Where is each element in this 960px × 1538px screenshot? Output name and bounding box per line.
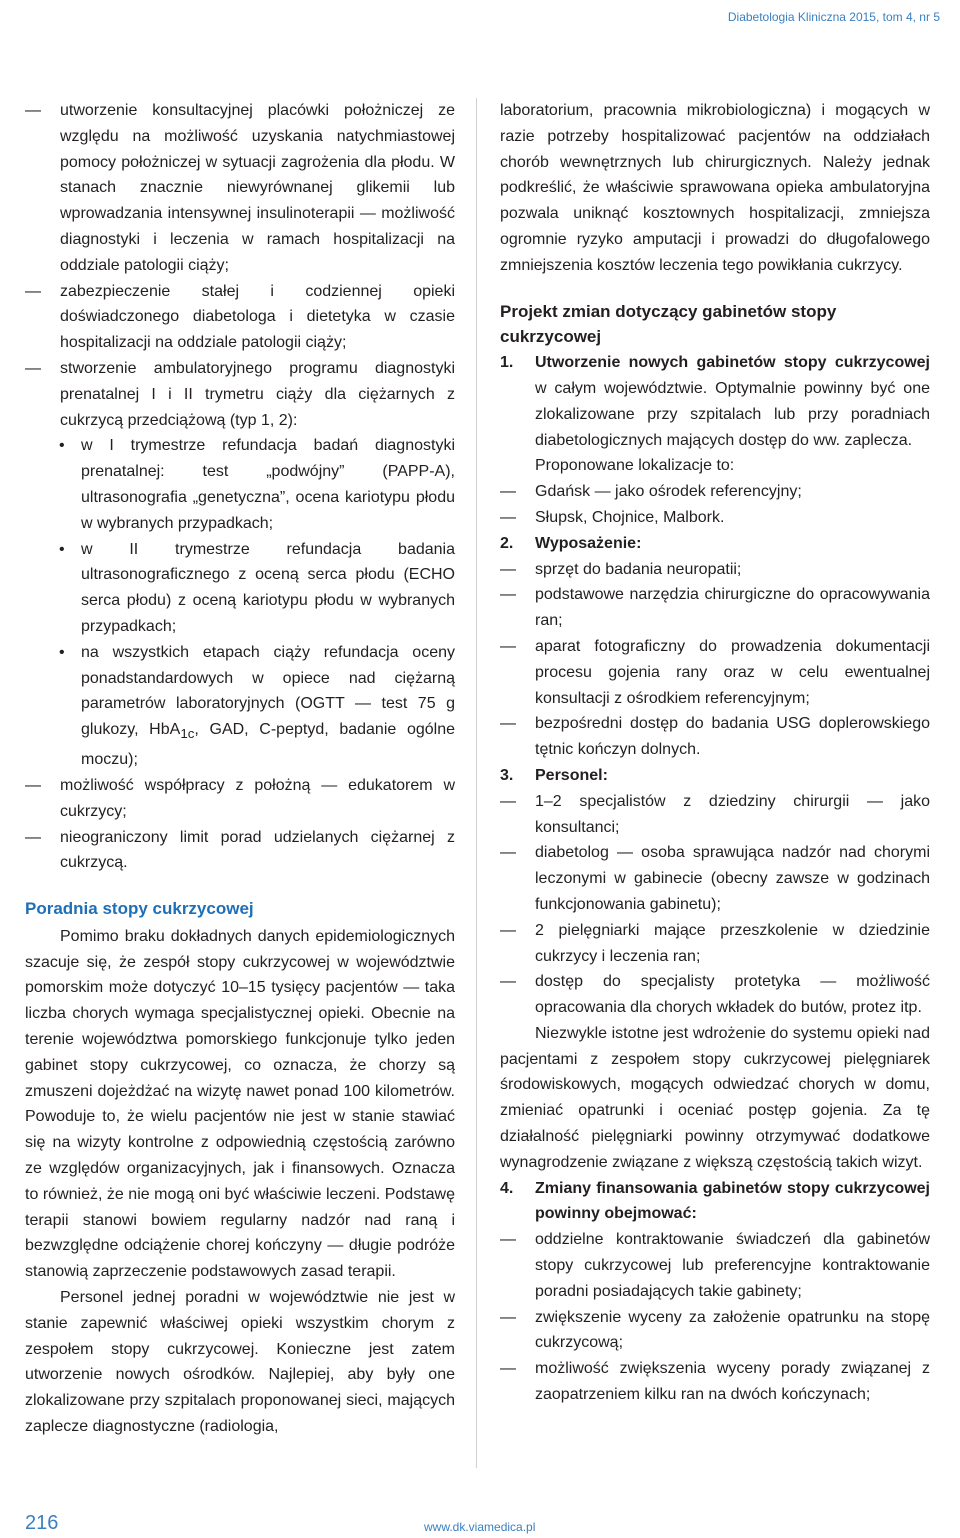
- list-item: — stworzenie ambulatoryjnego programu diagnostyki prenatalnej I i II trymetru ciąży dla ciężarnych z cukrzycą przedciążową (typ 1, 2):: [25, 359, 455, 429]
- paragraph: laboratorium, pracownia mikrobiologiczna) i mogących w razie potrzeby hospitalizować pacjentów na oddziałach chorób wewnętrznych lub chirurgicznych. Należy jednak podkreślić, że właściwie sprawowana opieka ambulatoryjna pozwala uniknąć kosztownych hospitalizacji, zmniejsza ogromnie ryzyko amputacji i prowadzi do długofalowego zmniejszenia kosztów leczenia tego powikłania cukrzycy.: [500, 102, 930, 274]
- list-item: — oddzielne kontraktowanie świadczeń dla gabinetów stopy cukrzycowej lub preferencyjne kontraktowanie poradni posiadających takie gabinety;: [500, 1231, 930, 1300]
- list-item: — zabezpieczenie stałej i codziennej opieki doświadczonego diabetologa i dietetyka w czasie hospitalizacji na oddziale patologii ciąży;: [25, 282, 455, 352]
- footer-url: www.dk.viamedica.pl: [424, 1520, 536, 1534]
- journal-header: Diabetologia Kliniczna 2015, tom 4, nr 5: [727, 10, 940, 24]
- paragraph: Pomimo braku dokładnych danych epidemiologicznych szacuje się, że zespół stopy cukrzycowej w województwie pomorskim może dotyczyć 10–15 tysięcy pacjentów — taka liczba chorych wymaga specjalistycznej opieki. Obecnie na terenie województwa pomorskiego funkcjonuje tylko jeden gabinet stopy cukrzycowej, co oznacza, że chorzy są zmuszeni dojeżdżać na wizytę nawet ponad 100 kilometrów. Powoduje to, że wielu pacjentów nie jest w stanie stawiać się na wizyty kontrolne z odpowiednią częstością zarówno ze względów organizacyjnych, jak i finansowych. Oznacza to również, że nie mogą oni być właściwie leczeni. Podstawę terapii stanowi bowiem regularny nadzór nad raną i bezwzględne odciążenie chorej kończyny — długie podróże stanowią zaprzeczenie podstawowych zasad terapii.: [25, 927, 455, 1281]
- list-item: — utworzenie konsultacyjnej placówki położniczej ze względu na możliwość uzyskania natychmiastowej pomocy położniczej w sytuacji zagrożenia dla płodu. W stanach znacznie niewyrównanej glikemii lub wprowadzania intensywnej insulinoterapii — możliwość diagnostyki i leczenia w ramach hospitalizacji na oddziale patologii ciąży;: [25, 102, 455, 274]
- list-item: — 1–2 specjalistów z dziedziny chirurgii — jako konsultanci;: [500, 792, 930, 836]
- numbered-item: 2. Wyposażenie:: [500, 534, 642, 552]
- list-item: — zwiększenie wyceny za założenie opatrunku na stopę cukrzycową;: [500, 1308, 930, 1352]
- list-item: — nieograniczony limit porad udzielanych ciężarnej z cukrzycą.: [25, 828, 455, 872]
- bullet-item: • na wszystkich etapach ciąży refundacja oceny ponadstandardowych w opiece nad ciężarną parametrów laboratoryjnych (OGTT — test 75 g glukozy, HbA$_{1c}$, GAD, C-peptyd, badanie ogólne moczu);: [59, 643, 456, 769]
- list-item: — możliwość zwiększenia wyceny porady związanej z zaopatrzeniem kilku ran na dwóch kończynach;: [500, 1360, 930, 1404]
- bullet-item: • w I trymestrze refundacja badań diagnostyki prenatalnej: test „podwójny” (PAPP-A), ultrasonografia „genetyczna”, ocena kariotypu płodu w wybranych przypadkach;: [59, 437, 455, 532]
- list-item: — Słupsk, Chojnice, Malbork.: [500, 508, 725, 526]
- right-column: [500, 98, 930, 1408]
- page-number: 216: [25, 1512, 59, 1534]
- section-heading: Projekt zmian dotyczący gabinetów stopy cukrzycowej: [500, 301, 837, 347]
- paragraph: Proponowane lokalizacje to:: [535, 457, 735, 475]
- section-heading: Poradnia stopy cukrzycowej: [25, 899, 254, 919]
- list-item: — sprzęt do badania neuropatii;: [500, 560, 742, 578]
- list-item: — aparat fotograficzny do prowadzenia dokumentacji procesu gojenia rany oraz w celu ewentualnej konsultacji z ośrodkiem referencyjnym;: [500, 637, 930, 707]
- paragraph: Niezwykle istotne jest wdrożenie do systemu opieki nad pacjentami z zespołem stopy cukrzycowej pielęgniarek środowiskowych, mogących odwiedzać chorych w domu, zmieniać opatrunki i oceniać postęp gojenia. Za tę działalność pielęgniarki powinny otrzymywać dodatkowe wynagrodzenie związane z większą częstością takich wizyt.: [500, 1024, 930, 1171]
- list-item: — diabetolog — osoba sprawująca nadzór nad chorymi leczonymi w gabinecie (obecny zawsze w godzinach funkcjonowania gabinetu);: [500, 844, 930, 913]
- column-divider: [476, 98, 477, 1468]
- numbered-item: 1. Utworzenie nowych gabinetów stopy cukrzycowej w całym województwie. Optymalnie powinny być one zlokalizowane przy szpitalach lub przy poradniach diabetologicznych mających dostęp do ww. zaplecza.: [500, 354, 930, 449]
- list-item: — 2 pielęgniarki mające przeszkolenie w dziedzinie cukrzycy i leczenia ran;: [500, 921, 930, 965]
- list-item: — bezpośredni dostęp do badania USG doplerowskiego tętnic kończyn dolnych.: [500, 715, 930, 759]
- list-item: — możliwość współpracy z położną — edukatorem w cukrzycy;: [25, 776, 455, 820]
- numbered-item: 4. Zmiany finansowania gabinetów stopy cukrzycowej powinny obejmować:: [500, 1179, 930, 1223]
- numbered-item: 3. Personel:: [500, 766, 608, 784]
- list-item: — dostęp do specjalisty protetyka — możliwość opracowania dla chorych wkładek do butów, protez itp.: [500, 973, 930, 1017]
- left-column: [25, 98, 455, 1440]
- list-item: — Gdańsk — jako ośrodek referencyjny;: [500, 483, 802, 501]
- list-item: — podstawowe narzędzia chirurgiczne do opracowywania ran;: [500, 586, 930, 630]
- bullet-item: • w II trymestrze refundacja badania ultrasonograficznego z oceną serca płodu (ECHO serca płodu) z oceną kariotypu płodu w wybranych przypadkach;: [59, 540, 455, 635]
- paragraph: Personel jednej poradni w województwie nie jest w stanie zapewnić właściwej opieki wszystkim chorym z zespołem stopy cukrzycowej. Konieczne jest zatem utworzenie nowych ośrodków. Najlepiej, aby były one zlokalizowane przy szpitalach proponowanej sieci, mających zaplecze diagnostyczne (radiologia,: [25, 1289, 455, 1436]
